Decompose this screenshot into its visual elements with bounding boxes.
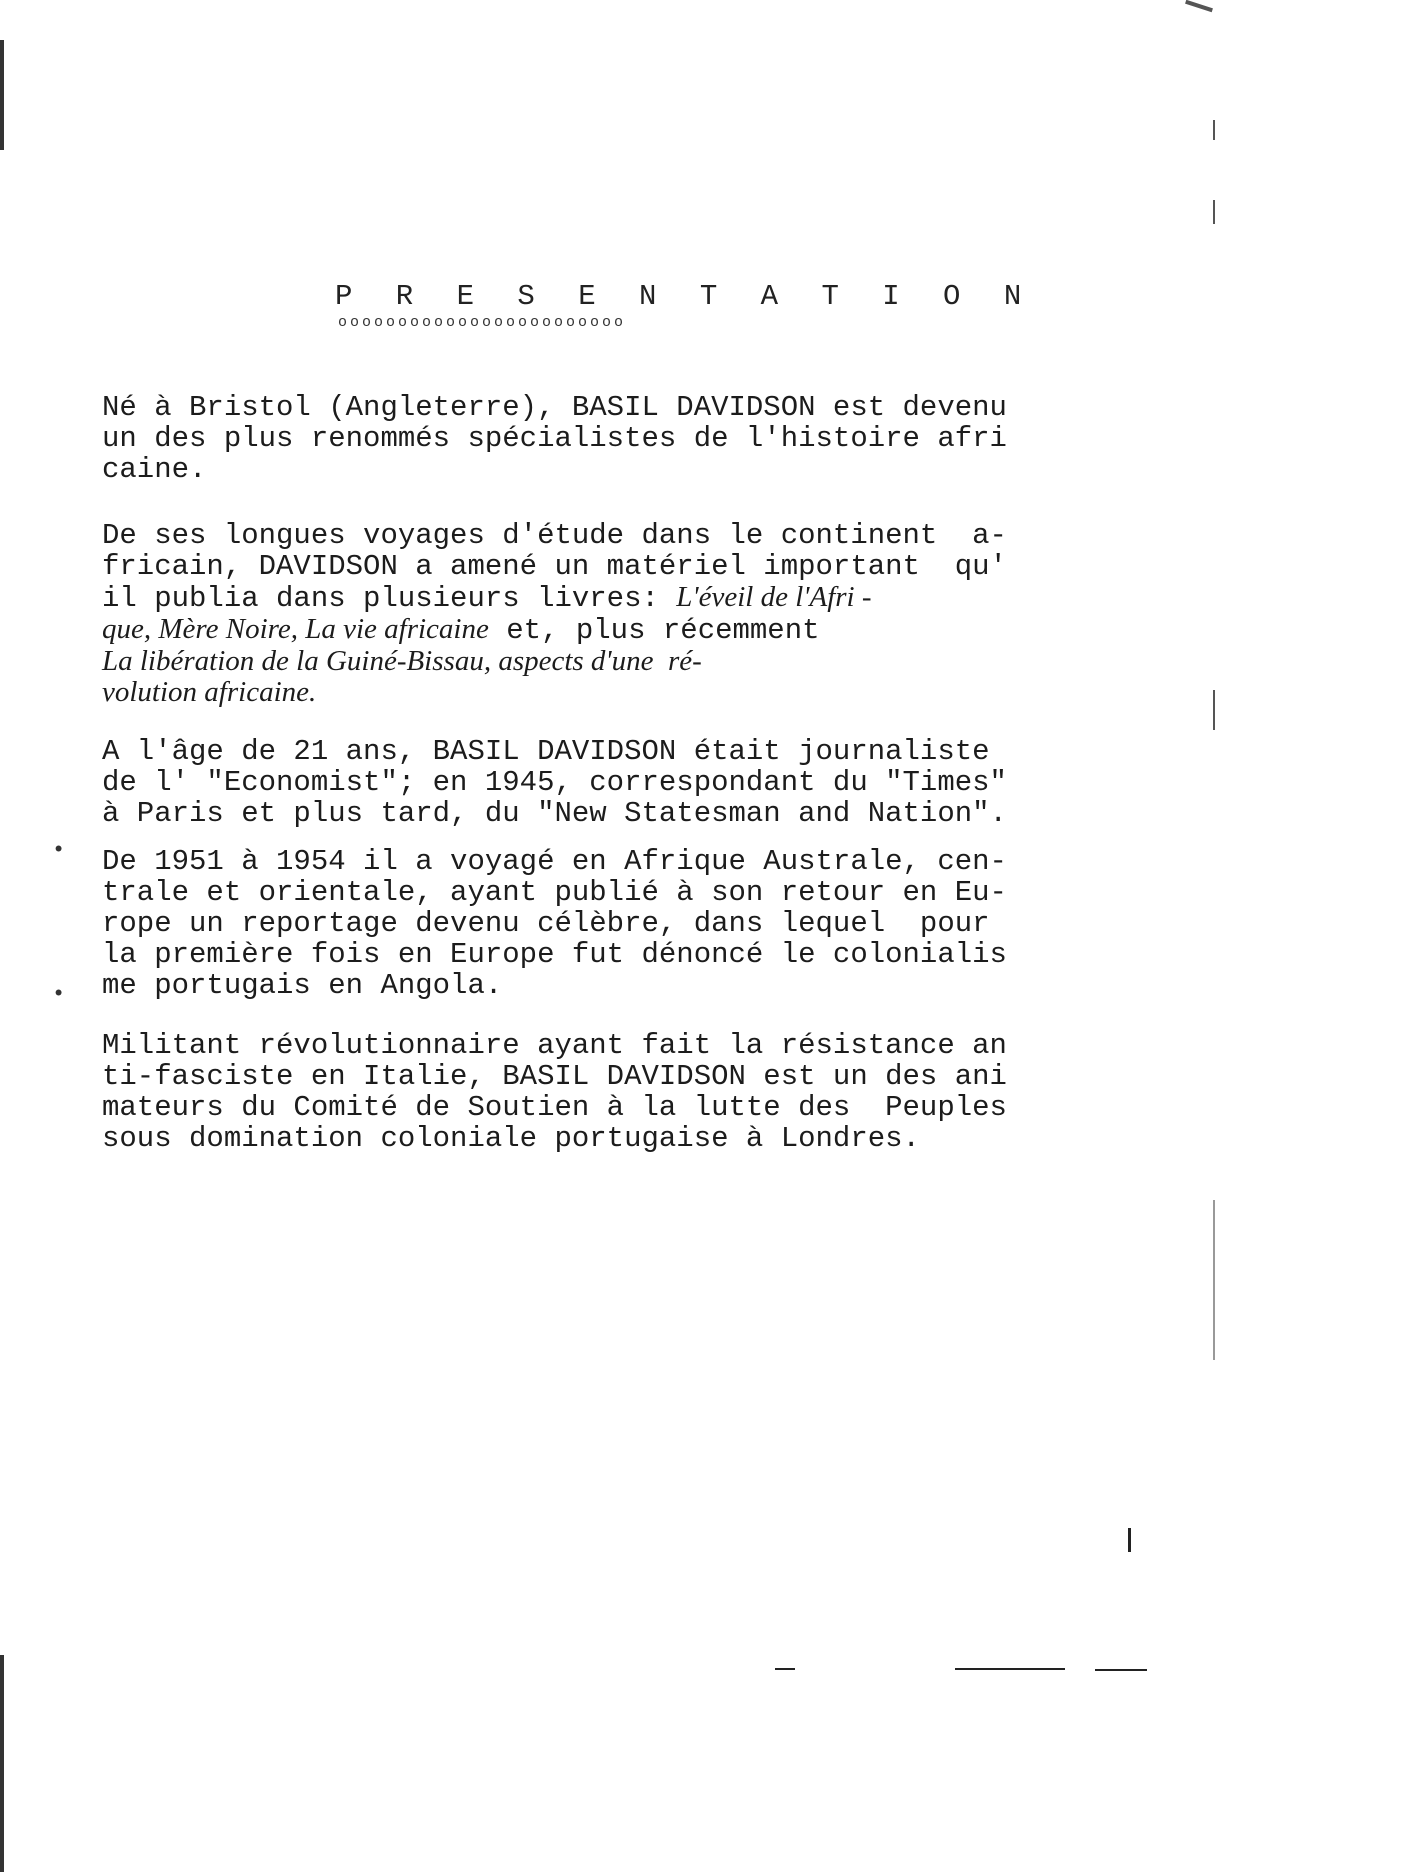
scan-mark-right-4 bbox=[1213, 1200, 1215, 1360]
text-line bbox=[102, 614, 1167, 646]
text-line: A l'âge de 21 ans, BASIL DAVIDSON était journaliste bbox=[102, 735, 990, 768]
text-line: de l' "Economist"; en 1945, correspondant du "Times" bbox=[102, 766, 1007, 799]
scan-mark-top-right bbox=[1185, 0, 1213, 12]
margin-mark: • bbox=[52, 982, 66, 1007]
scan-dash-3 bbox=[1095, 1669, 1147, 1671]
text-line: caine. bbox=[102, 453, 207, 486]
scan-edge-left-bottom bbox=[0, 1655, 4, 1872]
text-line: De 1951 à 1954 il a voyagé en Afrique Australe, cen- bbox=[102, 845, 1007, 878]
paragraph-birth bbox=[102, 392, 1167, 485]
scan-dash-1 bbox=[775, 1668, 795, 1670]
book-title-eveil: L'éveil de l'Afri - bbox=[676, 581, 872, 613]
title-underline: oooooooooooooooooooooooo bbox=[338, 314, 627, 331]
book-title-mere-noire: Mère Noire bbox=[158, 613, 291, 645]
text-line: la première fois en Europe fut dénoncé le colonialis bbox=[102, 938, 1007, 971]
paragraph-books bbox=[102, 520, 1167, 708]
book-title-liberation: La libération de la Guiné-Bissau, aspects d'une ré- bbox=[102, 645, 702, 677]
text-line: fricain, DAVIDSON a amené un matériel important qu' bbox=[102, 550, 1007, 583]
paragraph-travels bbox=[102, 846, 1167, 1001]
text-line: Né à Bristol (Angleterre), BASIL DAVIDSON est devenu bbox=[102, 391, 1007, 424]
page-title: P R E S E N T A T I O N bbox=[335, 280, 1035, 313]
text-segment: que, bbox=[102, 613, 159, 645]
book-title-vie-africaine: , La vie africaine bbox=[290, 613, 489, 645]
text-line bbox=[102, 582, 1167, 614]
text-line: De ses longues voyages d'étude dans le continent a- bbox=[102, 519, 1007, 552]
scan-mark-right-2 bbox=[1213, 200, 1215, 224]
scan-mark-right-5 bbox=[1128, 1528, 1131, 1552]
text-segment: et, plus récemment bbox=[488, 614, 820, 647]
text-line: me portugais en Angola. bbox=[102, 969, 503, 1002]
text-line: ti-fasciste en Italie, BASIL DAVIDSON est un des ani bbox=[102, 1060, 1007, 1093]
text-line: trale et orientale, ayant publié à son retour en Eu- bbox=[102, 876, 1007, 909]
scan-dash-2 bbox=[955, 1668, 1065, 1670]
scan-edge-left-top bbox=[0, 40, 4, 150]
text-segment: il publia dans plusieurs livres: bbox=[102, 582, 677, 615]
paragraph-journalist bbox=[102, 736, 1167, 829]
text-line: un des plus renommés spécialistes de l'histoire afri bbox=[102, 422, 1007, 455]
paragraph-militant bbox=[102, 1030, 1167, 1154]
scan-mark-right-1 bbox=[1213, 120, 1215, 140]
text-line: à Paris et plus tard, du "New Statesman and Nation". bbox=[102, 797, 1007, 830]
text-line: Militant révolutionnaire ayant fait la résistance an bbox=[102, 1029, 1007, 1062]
text-line: volution africaine. bbox=[102, 676, 317, 708]
text-line: mateurs du Comité de Soutien à la lutte des Peuples bbox=[102, 1091, 1007, 1124]
text-line: rope un reportage devenu célèbre, dans lequel pour bbox=[102, 907, 990, 940]
scan-mark-right-3 bbox=[1213, 690, 1215, 730]
text-line: sous domination coloniale portugaise à Londres. bbox=[102, 1122, 920, 1155]
margin-mark: • bbox=[52, 838, 66, 863]
